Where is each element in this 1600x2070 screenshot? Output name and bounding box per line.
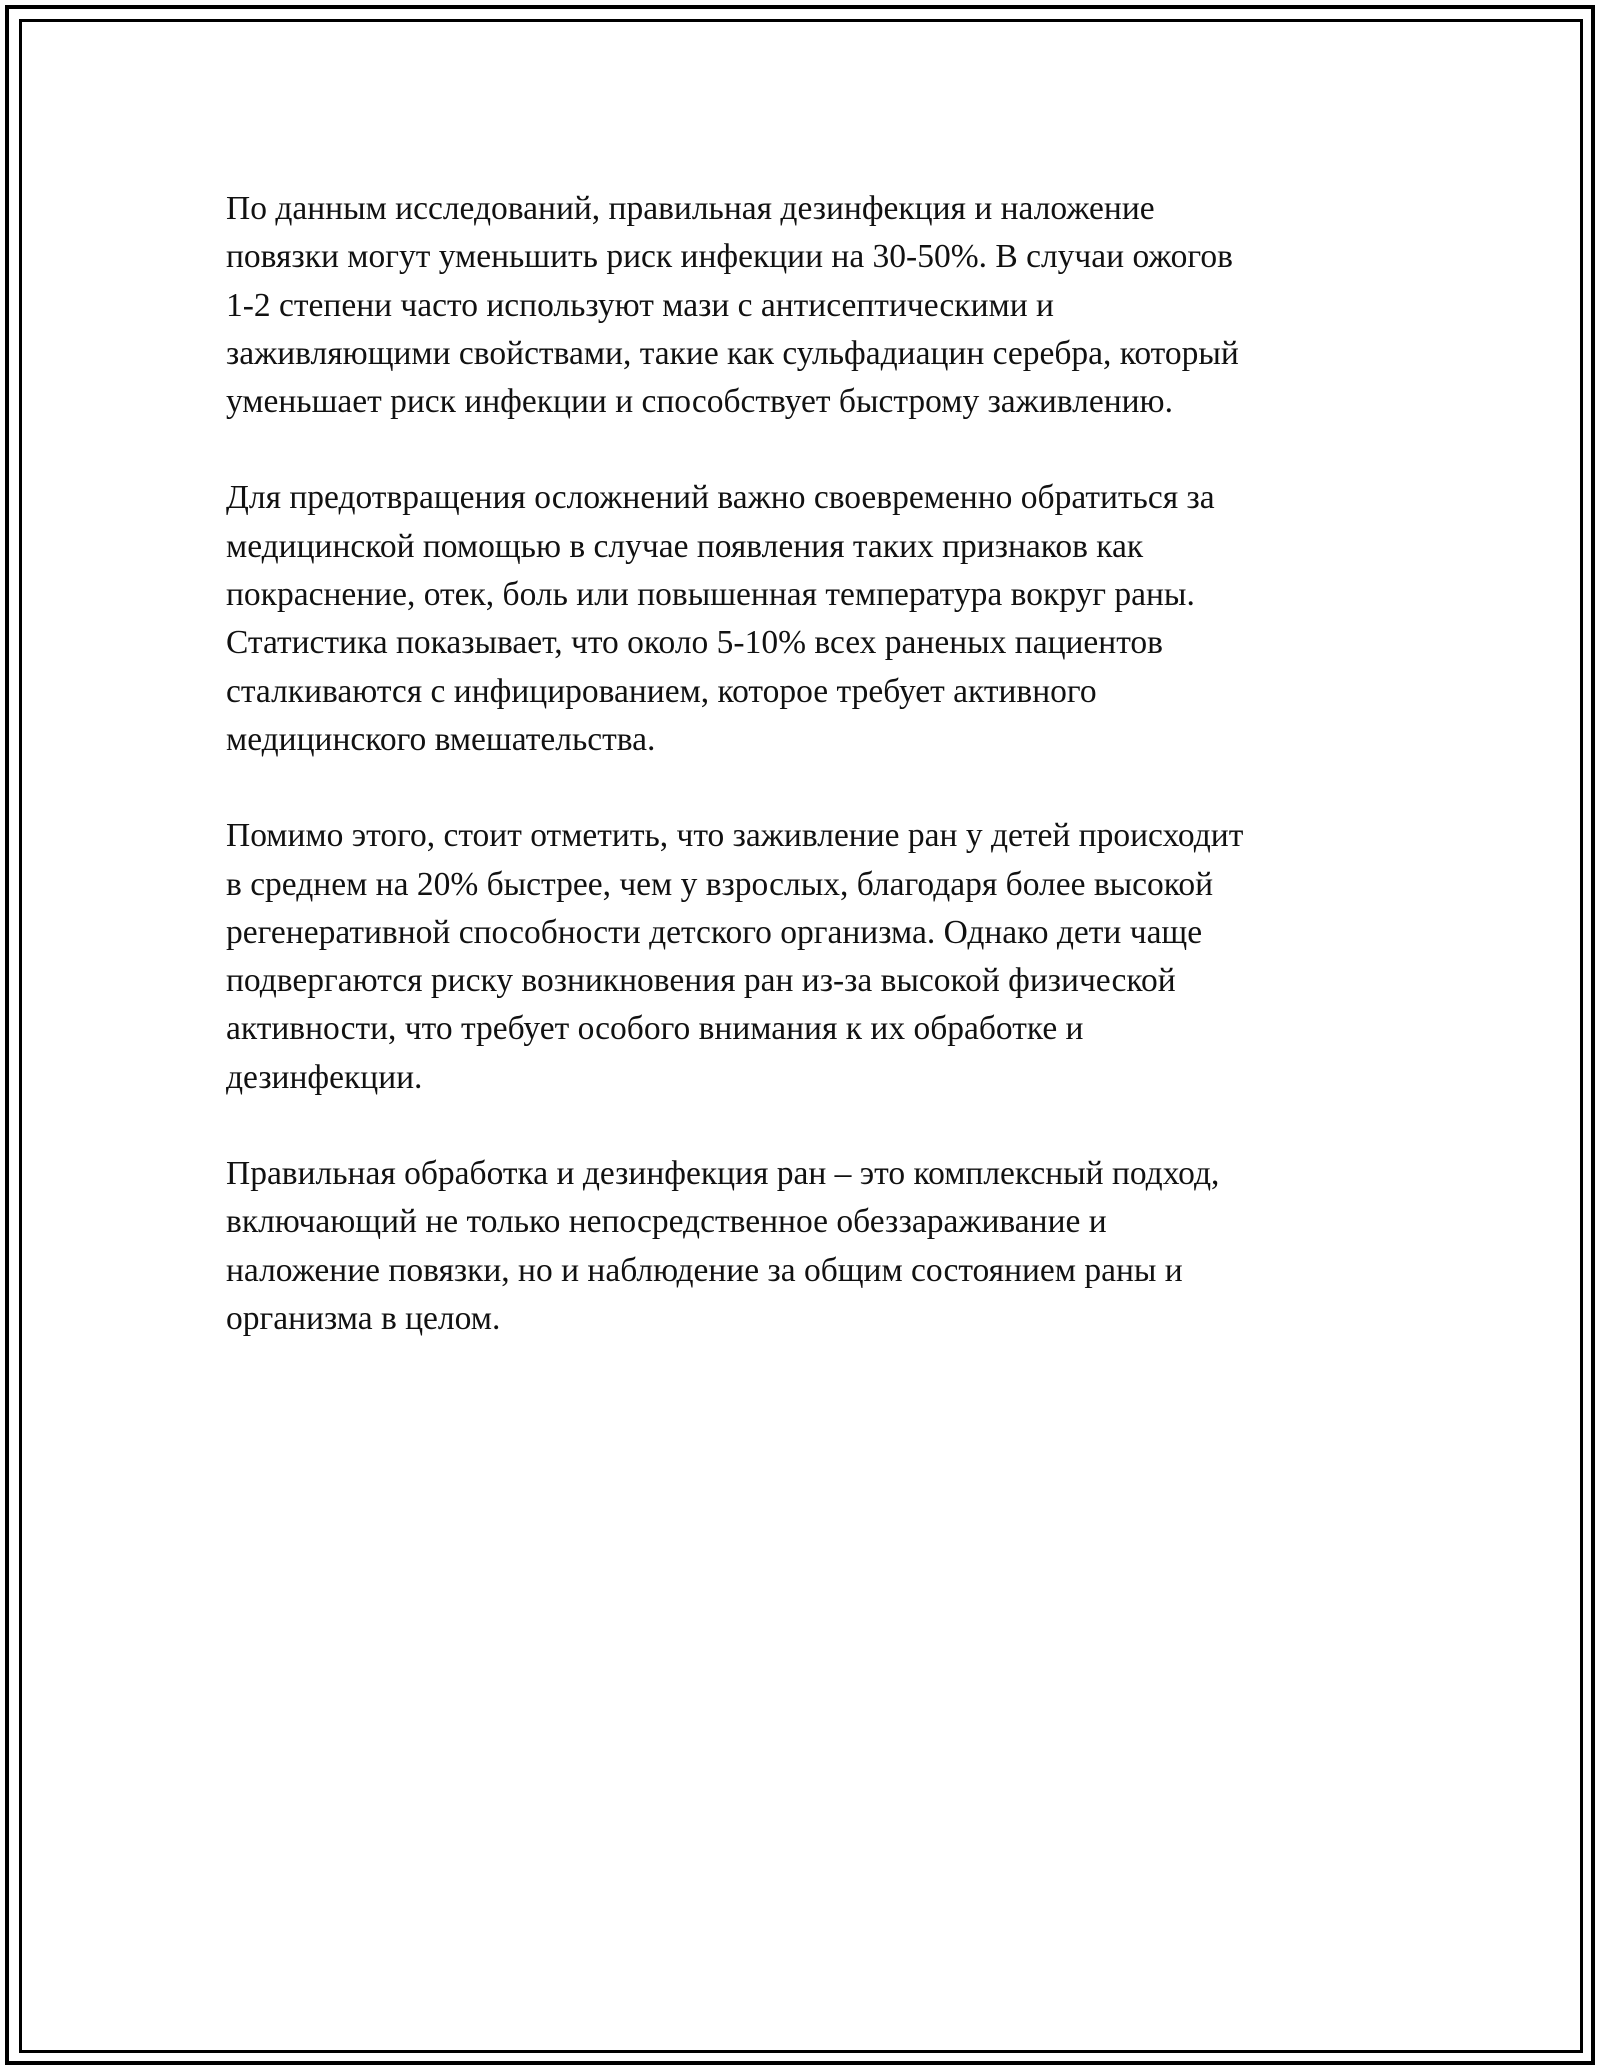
paragraph-2: [226, 474, 1366, 764]
text-line: 1-2 степени часто используют мази с антисептическими и: [226, 286, 1054, 324]
paragraph-4: [226, 1150, 1366, 1343]
text-line: уменьшает риск инфекции и способствует быстрому заживлению.: [226, 383, 1173, 421]
text-line: включающий не только непосредственное обеззараживание и: [226, 1203, 1107, 1241]
text-line: организма в целом.: [226, 1299, 501, 1337]
paragraph-3: [226, 812, 1366, 1102]
text-line: покраснение, отек, боль или повышенная температура вокруг раны.: [226, 576, 1195, 614]
text-line: медицинского вмешательства.: [226, 720, 656, 758]
text-line: сталкиваются с инфицированием, которое требует активного: [226, 672, 1097, 710]
text-line: дезинфекции.: [226, 1058, 423, 1096]
text-line: Помимо этого, стоит отметить, что заживление ран у детей происходит: [226, 817, 1244, 855]
text-line: заживляющими свойствами, такие как сульфадиацин серебра, который: [226, 334, 1239, 372]
text-line: в среднем на 20% быстрее, чем у взрослых, благодаря более высокой: [226, 865, 1214, 903]
text-line: Статистика показывает, что около 5-10% всех раненых пациентов: [226, 624, 1163, 662]
text-line: регенеративной способности детского организма. Однако дети чаще: [226, 913, 1203, 951]
document-body: [226, 185, 1366, 1391]
text-line: Правильная обработка и дезинфекция ран – это комплексный подход,: [226, 1155, 1220, 1193]
text-line: наложение повязки, но и наблюдение за общим состоянием раны и: [226, 1251, 1183, 1289]
paragraph-1: [226, 185, 1366, 426]
text-line: подвергаются риску возникновения ран из-за высокой физической: [226, 962, 1176, 1000]
text-line: медицинской помощью в случае появления таких признаков как: [226, 527, 1144, 565]
text-line: По данным исследований, правильная дезинфекция и наложение: [226, 190, 1155, 227]
text-line: повязки могут уменьшить риск инфекции на 30-50%. В случаи ожогов: [226, 238, 1233, 276]
text-line: Для предотвращения осложнений важно своевременно обратиться за: [226, 479, 1215, 517]
text-line: активности, что требует особого внимания к их обработке и: [226, 1010, 1084, 1048]
